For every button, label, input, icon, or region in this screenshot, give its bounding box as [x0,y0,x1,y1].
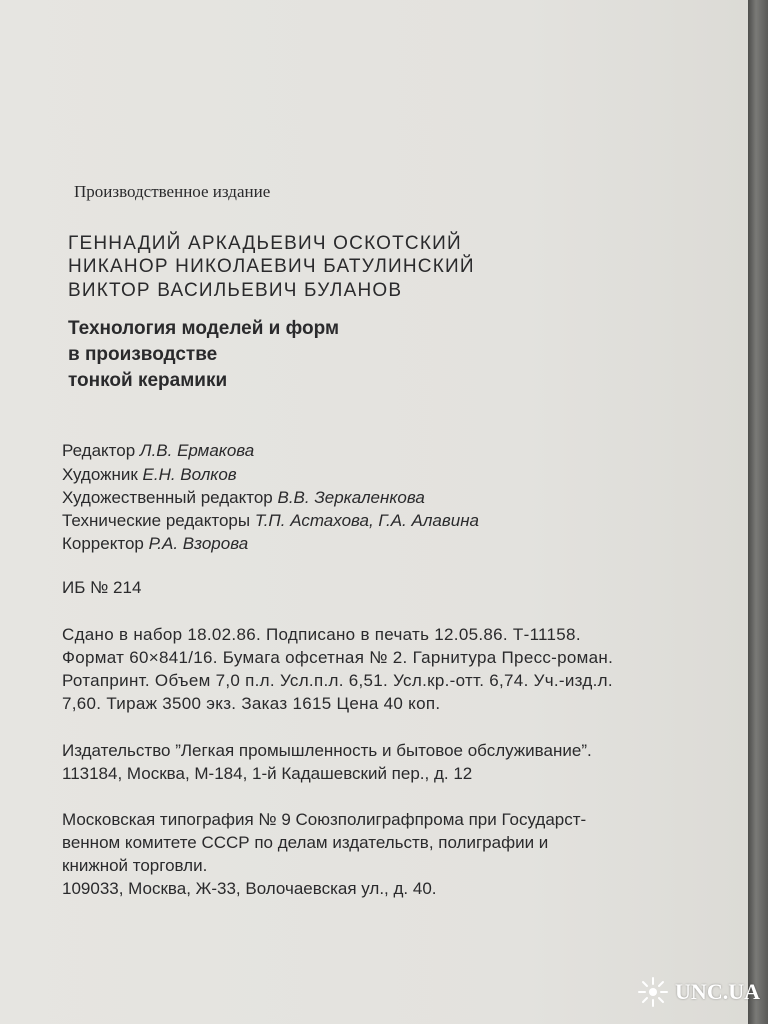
credit-name: Т.П. Астахова, Г.А. Алавина [254,511,479,530]
printer-line-4: 109033, Москва, Ж-33, Волочаевская ул., д. 40. [62,879,437,898]
credit-name: Е.Н. Волков [142,465,237,484]
credit-artist [62,465,237,485]
watermark-text: UNC.UA [675,979,760,1004]
credit-proofreader [62,534,248,554]
credit-role: Художественный редактор [62,488,273,507]
credit-role: Корректор [62,534,144,553]
publisher-line-1: Издательство ”Легкая промышленность и бытовое обслуживание”. [62,741,592,760]
publication-type: Производственное издание [74,182,271,201]
ib-number: ИБ № 214 [62,578,142,597]
credit-role: Редактор [62,441,136,460]
credit-name: Р.А. Взорова [148,534,249,553]
page-edge-shadow [748,0,768,1024]
credit-role: Технические редакторы [62,511,251,530]
credit-role: Художник [62,465,138,484]
author-3: ВИКТОР ВАСИЛЬЕВИЧ БУЛАНОВ [68,280,403,301]
book-title-line-2: в производстве [68,344,218,365]
author-1: ГЕННАДИЙ АРКАДЬЕВИЧ ОСКОТСКИЙ [68,233,462,254]
print-details-line-2: Формат 60×841/16. Бумага офсетная № 2. Гарнитура Пресс-роман. [62,648,614,667]
print-details-line-1: Сдано в набор 18.02.86. Подписано в печать 12.05.86. Т-11158. [62,625,581,644]
sunburst-icon [637,976,669,1008]
print-details-line-4: 7,60. Тираж 3500 экз. Заказ 1615 Цена 40 коп. [62,694,441,713]
printer-line-1: Московская типография № 9 Союзполиграфпрома при Государст- [62,810,587,829]
author-2: НИКАНОР НИКОЛАЕВИЧ БАТУЛИНСКИЙ [68,256,475,277]
book-title-line-3: тонкой керамики [68,370,228,391]
watermark [637,976,760,1008]
credit-art-editor [62,488,425,508]
credit-name: Л.В. Ермакова [139,441,255,460]
printer-line-2: венном комитете СССР по делам издательств, полиграфии и [62,833,549,852]
printer-line-3: книжной торговли. [62,856,208,875]
credit-name: В.В. Зеркаленкова [277,488,425,507]
credit-editor [62,441,254,461]
print-details-line-3: Ротапринт. Объем 7,0 п.л. Усл.п.л. 6,51. Усл.кр.-отт. 6,74. Уч.-изд.л. [62,671,613,690]
book-title-line-1: Технология моделей и форм [68,318,340,339]
publisher-line-2: 113184, Москва, М-184, 1-й Кадашевский пер., д. 12 [62,764,473,783]
credit-tech-editors [62,511,479,531]
